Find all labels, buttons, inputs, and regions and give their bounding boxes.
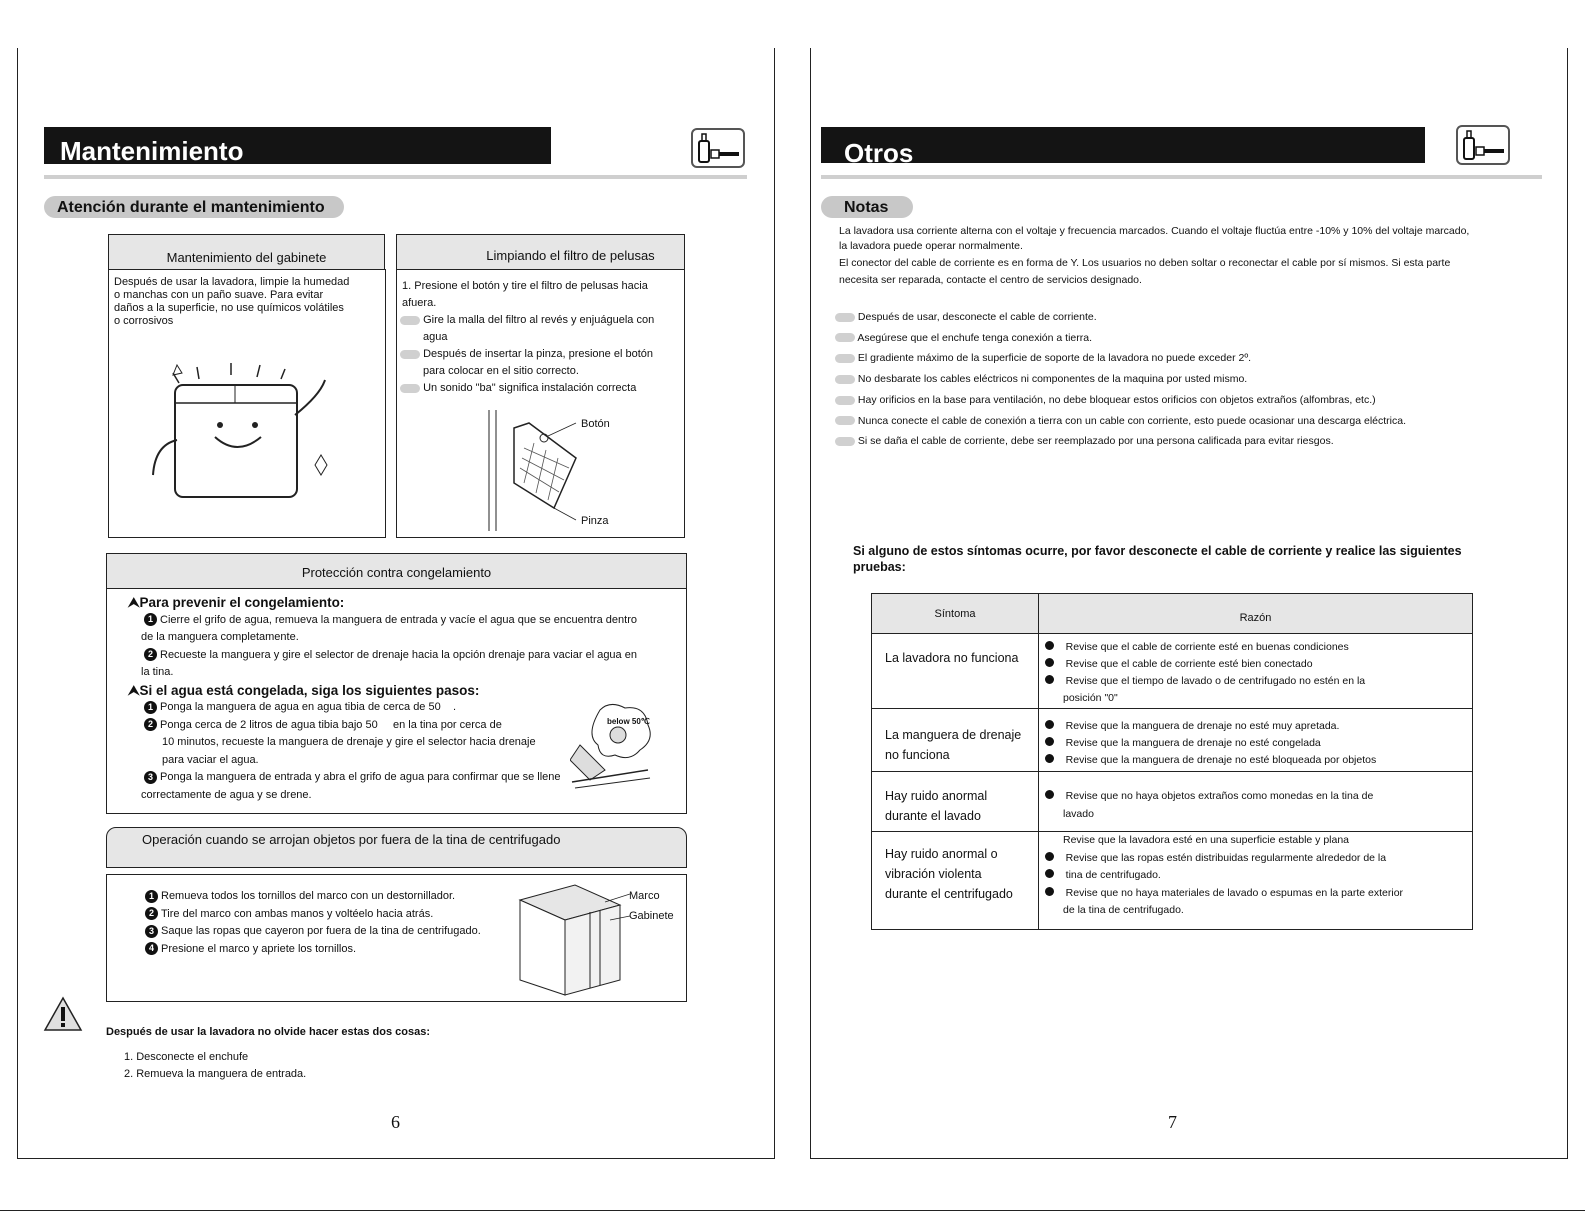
lint-filter-illustration xyxy=(484,408,584,533)
step-one-icon: 1 xyxy=(145,890,158,903)
intro-text: La lavadora usa corriente alterna con el voltaje y frecuencia marcados. Cuando el voltaje fluctúa entre -10% y 10% del voltaje marcado, la lavadora puede operar normalmente. El conector del cable de corriente es en forma de Y. Los usuarios no deben soltar o reconectar el cable por sí mismos. Si esta parte necesita ser reparada, contacte el centro de servicios designado. xyxy=(839,225,1470,286)
below-50-badge: below 50℃ xyxy=(607,717,650,726)
table-row: La manguera de drenaje no funciona Revise que la manguera de drenaje no esté muy apretada. Revise que la manguera de drenaje no esté congelada Revise que la manguera de drenaje no esté bloqueada por objetos xyxy=(872,709,1473,772)
warning-arrow-icon: ⮝ xyxy=(128,682,140,698)
filter-steps: Gire la malla del filtro al revés y enjuáguela con agua Después de insertar la pinza, presione el botón para colocar en el sitio correcto. Un sonido "ba" significa instalación correcta xyxy=(400,312,654,397)
bullet-icon xyxy=(835,416,855,425)
bullet-icon xyxy=(1045,641,1054,650)
step-two-icon: 2 xyxy=(144,648,157,661)
step-three-icon: 3 xyxy=(145,925,158,938)
step-three-icon: 3 xyxy=(144,771,157,784)
bullet-icon xyxy=(835,354,855,363)
page-number-left: 6 xyxy=(391,1112,400,1132)
list-item: No desbarate los cables eléctricos ni componentes de la maquina por usted mismo. xyxy=(835,369,1406,390)
step-four-icon: 4 xyxy=(145,942,158,955)
bullet-icon xyxy=(835,313,855,322)
label-boton: Botón xyxy=(581,418,610,430)
bullet-icon xyxy=(1045,887,1054,896)
bullet-icon xyxy=(835,333,855,342)
right-title-bar xyxy=(821,127,1425,168)
warning-triangle-icon xyxy=(43,996,83,1032)
bullet-icon xyxy=(835,437,855,446)
bullet-icon xyxy=(1045,675,1054,684)
symptoms-heading: Si alguno de estos síntomas ocurre, por favor desconecte el cable de corriente y realice las siguientes pruebas: xyxy=(853,544,1462,574)
list-item: Después de usar, desconecte el cable de corriente. xyxy=(835,307,1406,328)
label-gabinete: Gabinete xyxy=(629,910,674,922)
table-row: La lavadora no funciona Revise que el cable de corriente esté en buenas condiciones Revise que el cable de corriente esté bien conectado Revise que el tiempo de lavado o de centrifugado no estén en la posición "0" xyxy=(872,634,1473,709)
freeze-box-header xyxy=(106,553,687,589)
table-header-row xyxy=(872,594,1473,634)
objects-steps: 1 Remueva todos los tornillos del marco con un destornillador. 2 Tire del marco con ambas manos y voltéelo hacia atrás. 3 Saque las ropas que cayeron por fuera de la tina de centrifugado. 4 Presione el marco y apriete los tornillos. xyxy=(145,888,481,958)
step-two-icon: 2 xyxy=(144,718,157,731)
filter-box-header xyxy=(396,234,685,270)
right-section-heading: Notas xyxy=(844,199,889,216)
list-item: Asegúrese que el enchufe tenga conexión a tierra. xyxy=(835,328,1406,349)
filter-step1: 1. Presione el botón y tire el filtro de pelusas hacia afuera. xyxy=(402,280,648,309)
twin-tub-illustration xyxy=(515,880,630,998)
cabinet-box-header xyxy=(108,234,385,270)
list-item: Hay orificios en la base para ventilación, no debe bloquear estos orificios con objetos extraños (alfombras, etc.) xyxy=(835,390,1406,411)
step-two-icon: 2 xyxy=(145,907,158,920)
smiling-washer-illustration xyxy=(135,355,345,505)
symptom-table xyxy=(871,593,1473,930)
symptom-column-header: Síntoma xyxy=(872,594,1039,634)
warning-arrow-icon: ⮝ xyxy=(128,595,140,610)
step-one-icon: 1 xyxy=(144,613,157,626)
objects-box-header xyxy=(106,827,687,868)
bullet-icon xyxy=(835,375,855,384)
label-pinza: Pinza xyxy=(581,515,609,527)
list-item: El gradiente máximo de la superficie de soporte de la lavadora no puede exceder 2º. xyxy=(835,348,1406,369)
cabinet-header-text: Mantenimiento del gabinete xyxy=(166,250,327,265)
left-section-heading: Atención durante el mantenimiento xyxy=(57,199,325,216)
left-title-bar xyxy=(44,127,551,164)
label-marco: Marco xyxy=(629,890,660,902)
step-marker-icon xyxy=(400,316,420,325)
filter-header-text: Limpiando el filtro de pelusas xyxy=(486,248,655,263)
warning-items: 1. Desconecte el enchufe 2. Remueva la manguera de entrada. xyxy=(124,1051,307,1080)
left-title-rule xyxy=(44,175,747,179)
notes-list xyxy=(835,307,1406,452)
cabinet-text: Después de usar la lavadora, limpie la humedad o manchas con un paño suave. Para evitar daños a la superficie, no use químicos volátiles o corrosivos xyxy=(114,276,350,327)
step-one-icon: 1 xyxy=(144,701,157,714)
right-title-rule xyxy=(821,175,1542,179)
right-bottle-icon xyxy=(1456,125,1510,165)
bullet-icon xyxy=(1045,754,1054,763)
bullet-icon xyxy=(1045,790,1054,799)
bullet-icon xyxy=(1045,869,1054,878)
step-marker-icon xyxy=(400,384,420,393)
bullet-icon xyxy=(835,396,855,405)
bullet-icon xyxy=(1045,658,1054,667)
page-number-right: 7 xyxy=(1168,1112,1177,1132)
freeze-content: ⮝Para prevenir el congelamiento: 1 Cierre el grifo de agua, remueva la manguera de entrada y vacíe el agua que se encuentra dentro de la manguera completamente. 2 Recueste la manguera y gire el selector de drenaje hacia la opción drenaje para vaciar el agua en la tina. ⮝Si el agua está congelada, siga los siguientes pasos: 1 Ponga la manguera de agua en agua tibia de cerca de 50 . 2 Ponga cerca de 2 litros de agua tibia bajo 50 en la tina por cerca de 10 minutos, recueste la manguera de drenaje y gire el selector hacia drenaje para vaciar el agua. 3 Ponga la manguera de entrada y abra el grifo de agua para confirmar que se llene correctamente de agua y se drene. xyxy=(128,595,637,801)
right-page-title: Otros xyxy=(844,138,914,168)
list-item: Nunca conecte el cable de conexión a tierra con un cable con corriente, esto puede ocasionar una descarga eléctrica. xyxy=(835,411,1406,432)
bullet-icon xyxy=(1045,720,1054,729)
bottom-rule xyxy=(0,1210,1585,1211)
reason-column-header: Razón xyxy=(1039,594,1473,634)
objects-header-text: Operación cuando se arrojan objetos por fuera de la tina de centrifugado xyxy=(142,832,561,847)
table-row: Hay ruido anormal o vibración violenta durante el centrifugado Revise que la lavadora esté en una superficie estable y plana Revise que las ropas estén distribuidas regularmente alrededor de la tina de centrifugado. Revise que no haya materiales de lavado o espumas en la parte exterior de la tina de centrifugado. xyxy=(872,832,1473,930)
table-row: Hay ruido anormal durante el lavado Revise que no haya objetos extraños como monedas en la tina de lavado xyxy=(872,772,1473,832)
left-bottle-icon xyxy=(691,128,745,168)
warm-water-illustration xyxy=(570,700,655,795)
freeze-header-text: Protección contra congelamiento xyxy=(301,565,492,580)
left-page-title: Mantenimiento xyxy=(60,136,244,166)
list-item: Si se daña el cable de corriente, debe ser reemplazado por una persona calificada para evitar riesgos. xyxy=(835,431,1406,452)
step-marker-icon xyxy=(400,350,420,359)
bullet-icon xyxy=(1045,737,1054,746)
warning-text: Después de usar la lavadora no olvide hacer estas dos cosas: xyxy=(106,1026,431,1038)
bullet-icon xyxy=(1045,852,1054,861)
